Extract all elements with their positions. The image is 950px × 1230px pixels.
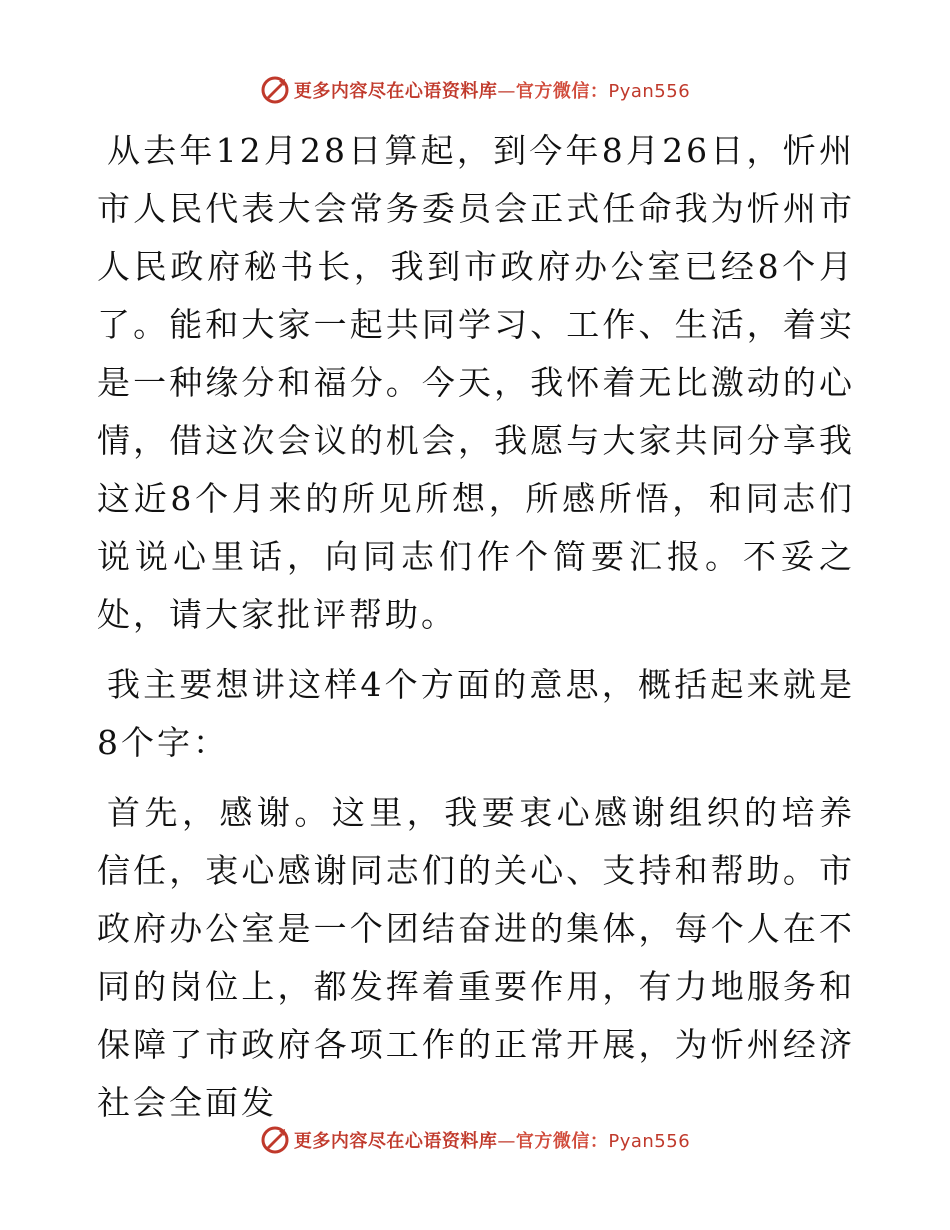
quill-seal-logo-icon — [260, 75, 290, 105]
paragraph-intro: 从去年12月28日算起，到今年8月26日，忻州市人民代表大会常务委员会正式任命我为忻州市人民政府秘书长，我到市政府办公室已经8个月了。能和大家一起共同学习、工作、生活，着实是一种缘分和福分。今天，我怀着无比激动的心情，借这次会议的机会，我愿与大家共同分享我这近8个月来的所见所想，所感所悟，和同志们说说心里话，向同志们作个简要汇报。不妥之处，请大家批评帮助。 — [97, 131, 855, 634]
header-banner — [0, 70, 950, 110]
banner-main-text: 更多内容尽在心语资料库 — [293, 81, 498, 102]
banner-wechat-label: 官方微信： — [515, 1131, 609, 1152]
banner-main-text: 更多内容尽在心语资料库 — [293, 1131, 498, 1152]
banner-text — [294, 1127, 690, 1153]
banner-wechat-label: 官方微信： — [515, 81, 609, 102]
footer-banner — [0, 1120, 950, 1160]
quill-seal-logo-icon — [260, 1125, 290, 1155]
banner-wechat-id: Pyan556 — [608, 81, 691, 102]
banner-wechat-id: Pyan556 — [608, 1131, 691, 1152]
banner-separator: — — [497, 1131, 516, 1152]
paragraph-thanks: 首先，感谢。这里，我要衷心感谢组织的培养信任，衷心感谢同志们的关心、支持和帮助。市政府办公室是一个团结奋进的集体，每个人在不同的岗位上，都发挥着重要作用，有力地服务和保障了市政府各项工作的正常开展，为忻州经济社会全面发 — [97, 793, 855, 1122]
document-body — [97, 122, 855, 1144]
paragraph-outline: 我主要想讲这样4个方面的意思，概括起来就是8个字： — [97, 665, 855, 762]
banner-text — [294, 77, 690, 103]
banner-separator: — — [497, 81, 516, 102]
